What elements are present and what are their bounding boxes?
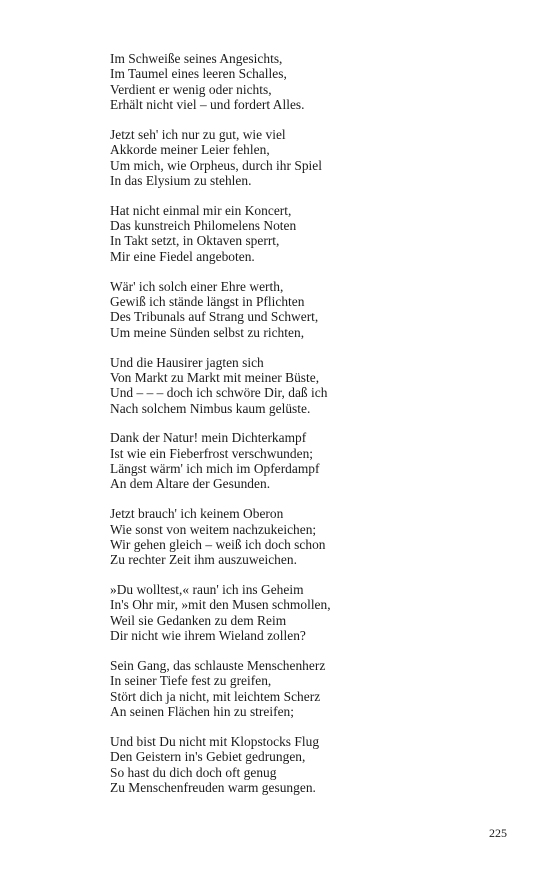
verse-line: Von Markt zu Markt mit meiner Büste, xyxy=(110,369,320,385)
verse-line: Und – – – doch ich schwöre Dir, daß ich xyxy=(110,385,328,401)
verse-line: In das Elysium zu stehlen. xyxy=(110,172,252,188)
verse-line: Um mich, wie Orpheus, durch ihr Spiel xyxy=(110,157,322,173)
stanza xyxy=(110,582,510,643)
stanza xyxy=(110,127,510,188)
verse-line: An dem Altare der Gesunden. xyxy=(110,476,271,492)
verse-line: Erhält nicht viel – und fordert Alles. xyxy=(110,97,305,113)
stanza xyxy=(110,658,510,719)
stanza xyxy=(110,506,510,567)
stanza xyxy=(110,203,510,264)
verse-line: »Du wolltest,« raun' ich ins Geheim xyxy=(110,582,304,598)
verse-line: Wir gehen gleich – weiß ich doch schon xyxy=(110,536,326,552)
verse-line: In's Ohr mir, »mit den Musen schmollen, xyxy=(110,597,331,613)
verse-line: Wie sonst von weitem nachzukeichen; xyxy=(110,521,317,537)
verse-line: Des Tribunals auf Strang und Schwert, xyxy=(110,309,319,325)
verse-line: Wär' ich solch einer Ehre werth, xyxy=(110,278,284,294)
verse-line: An seinen Flächen hin zu streifen; xyxy=(110,704,295,720)
verse-line: Um meine Sünden selbst zu richten, xyxy=(110,324,305,340)
verse-line: Ist wie ein Fieberfrost verschwunden; xyxy=(110,445,314,461)
stanza xyxy=(110,734,510,795)
verse-line: Weil sie Gedanken zu dem Reim xyxy=(110,612,287,628)
verse-line: Längst wärm' ich mich im Opferdampf xyxy=(110,461,320,477)
verse-line: Sein Gang, das schlauste Menschenherz xyxy=(110,658,326,673)
verse-line: So hast du dich doch oft genug xyxy=(110,764,277,780)
verse-line: Akkorde meiner Leier fehlen, xyxy=(110,142,270,158)
verse-line: Das kunstreich Philomelens Noten xyxy=(110,218,297,234)
verse-line: Jetzt brauch' ich keinem Oberon xyxy=(110,506,284,522)
verse-line: Und die Hausirer jagten sich xyxy=(110,354,264,370)
verse-line: Den Geistern in's Gebiet gedrungen, xyxy=(110,749,306,765)
verse-line: Im Taumel eines leeren Schalles, xyxy=(110,66,287,82)
verse-line: Verdient er wenig oder nichts, xyxy=(110,81,272,97)
verse-line: Zu Menschenfreuden warm gesungen. xyxy=(110,779,316,795)
verse-line: Und bist Du nicht mit Klopstocks Flug xyxy=(110,733,320,749)
verse-line: Jetzt seh' ich nur zu gut, wie viel xyxy=(110,126,286,142)
verse-line: Gewiß ich stände längst in Pflichten xyxy=(110,293,305,309)
verse-line: Hat nicht einmal mir ein Koncert, xyxy=(110,202,292,218)
verse-line: In seiner Tiefe fest zu greifen, xyxy=(110,673,272,689)
verse-line: Mir eine Fiedel angeboten. xyxy=(110,248,255,264)
stanza xyxy=(110,430,510,491)
verse-line: Nach solchem Nimbus kaum gelüste. xyxy=(110,400,311,416)
verse-line: Stört dich ja nicht, mit leichtem Scherz xyxy=(110,688,321,704)
stanza xyxy=(110,51,510,112)
verse-line: Dir nicht wie ihrem Wieland zollen? xyxy=(110,628,306,644)
verse-line: Zu rechter Zeit ihm auszuweichen. xyxy=(110,552,297,568)
verse-line: In Takt setzt, in Oktaven sperrt, xyxy=(110,233,280,249)
poem-text xyxy=(110,51,510,810)
verse-line: Dank der Natur! mein Dichterkampf xyxy=(110,430,307,446)
page-number: 225 xyxy=(489,826,507,840)
stanza xyxy=(110,279,510,340)
verse-line: Im Schweiße seines Angesichts, xyxy=(110,51,283,66)
stanza xyxy=(110,355,510,416)
